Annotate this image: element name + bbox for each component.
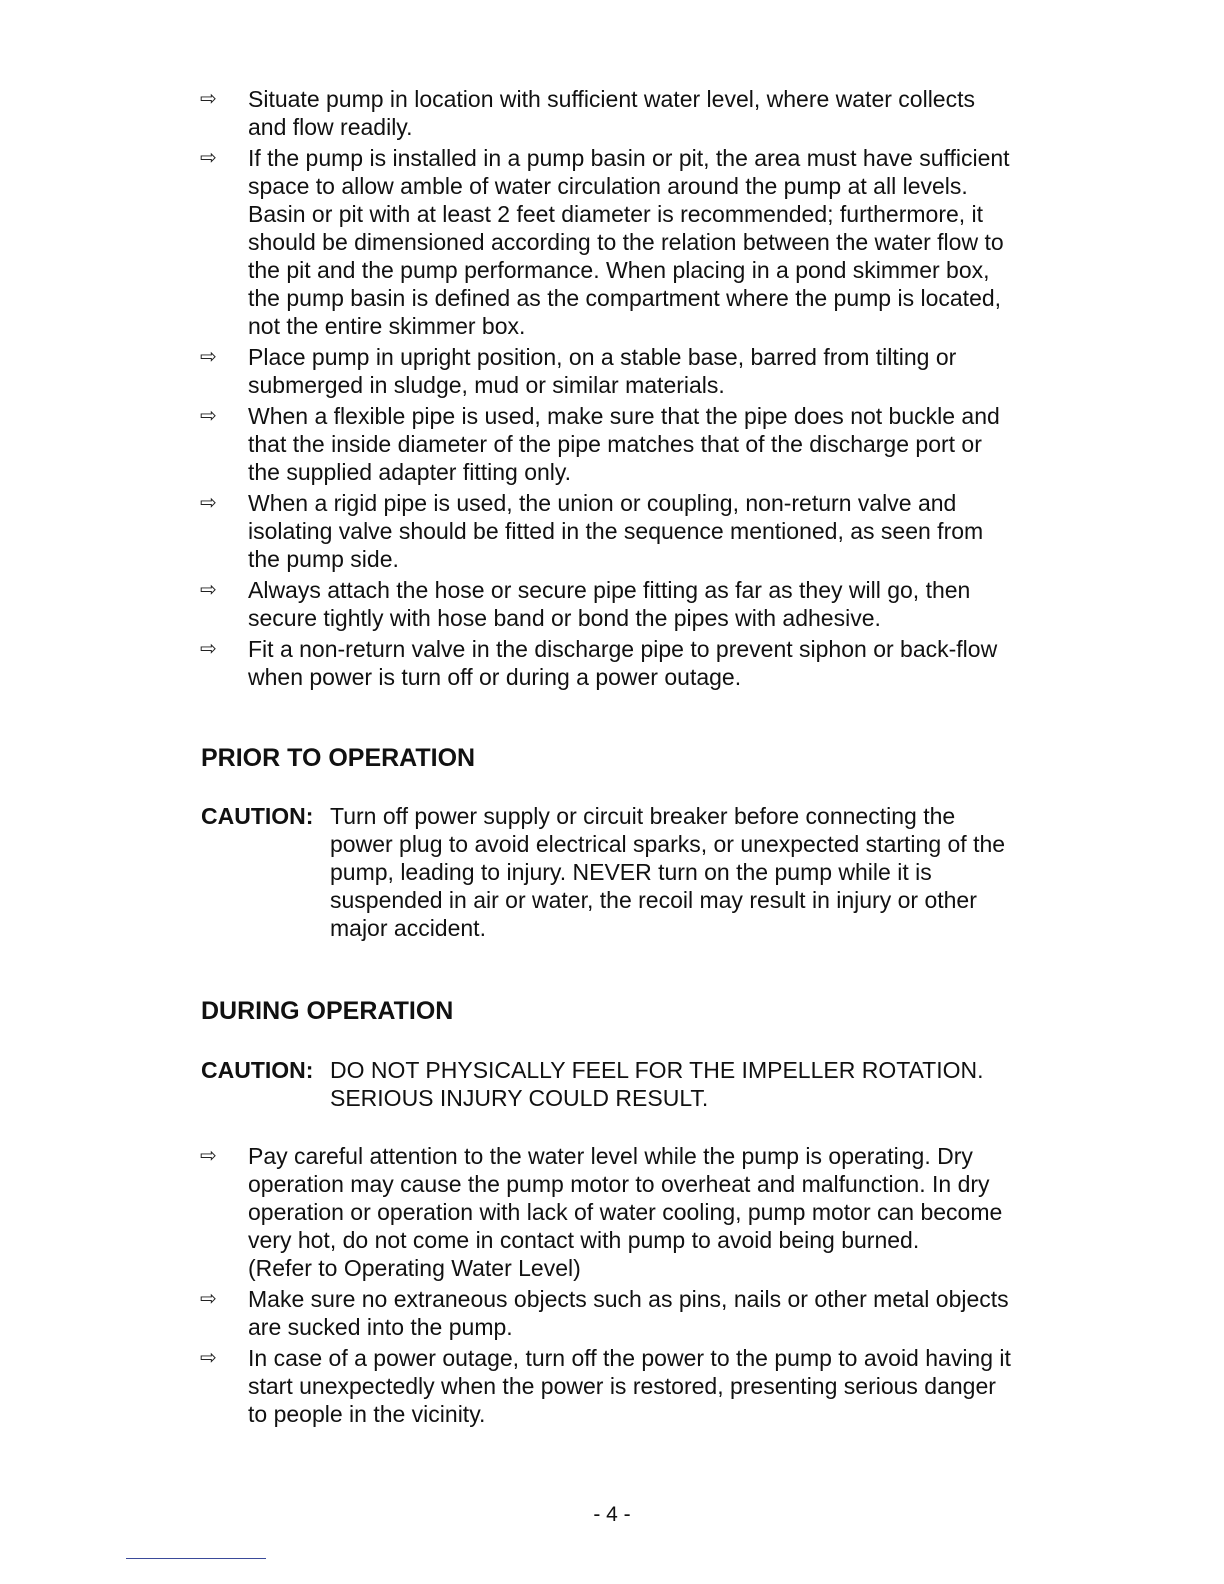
arrow-right-icon: ⇨ — [200, 638, 217, 660]
arrow-right-icon: ⇨ — [200, 1347, 217, 1369]
during-operation-heading: DURING OPERATION — [201, 997, 454, 1025]
list-item — [200, 85, 1040, 141]
list-item — [200, 343, 1040, 399]
arrow-right-icon: ⇨ — [200, 1288, 217, 1310]
list-item — [200, 1344, 1040, 1428]
caution-text: Turn off power supply or circuit breaker before connecting the power plug to avoid electrical sparks, or unexpected starting of the pump, leading to injury. NEVER turn on the pump while it is suspended in air or water, the recoil may result in injury or other major accident. — [330, 803, 1006, 941]
arrow-right-icon: ⇨ — [200, 88, 217, 110]
bullet-text: Always attach the hose or secure pipe fitting as far as they will go, then secure tightly with hose band or bond the pipes with adhesive. — [248, 577, 971, 631]
bullet-text: When a flexible pipe is used, make sure that the pipe does not buckle and that the inside diameter of the pipe matches that of the discharge port or the supplied adapter fitting only. — [248, 403, 1000, 485]
prior-caution-block — [201, 802, 1041, 942]
list-item — [200, 489, 1040, 573]
arrow-right-icon: ⇨ — [200, 492, 217, 514]
list-item — [200, 1285, 1040, 1341]
list-item — [200, 576, 1040, 632]
caution-label: CAUTION: — [201, 1057, 314, 1083]
bullet-text: Place pump in upright position, on a stable base, barred from tilting or submerged in sludge, mud or similar materials. — [248, 344, 957, 398]
arrow-right-icon: ⇨ — [200, 1145, 217, 1167]
during-caution-block — [201, 1056, 1041, 1112]
bullet-text: Situate pump in location with sufficient water level, where water collects and flow readily. — [248, 86, 975, 140]
arrow-right-icon: ⇨ — [200, 579, 217, 601]
list-item — [200, 402, 1040, 486]
arrow-right-icon: ⇨ — [200, 346, 217, 368]
bullet-text: If the pump is installed in a pump basin or pit, the area must have sufficient space to allow amble of water circulation around the pump at all levels. Basin or pit with at least 2 feet diameter is recommended; furthermore, it should be dimensioned according to the relation between the water flow to the pit and the pump performance. When placing in a pond skimmer box, the pump basin is defined as the compartment where the pump is located, not the entire skimmer box. — [248, 145, 1010, 339]
list-item — [200, 1142, 1040, 1282]
arrow-right-icon: ⇨ — [200, 147, 217, 169]
caution-label: CAUTION: — [201, 803, 314, 829]
bullet-text: Pay careful attention to the water level while the pump is operating. Dry operation may cause the pump motor to overheat and malfunction. In dry operation or operation with lack of water cooling, pump motor can become very hot, do not come in contact with pump to avoid being burned. (Refer to Operating Water Level) — [248, 1143, 1003, 1281]
operation-bullet-list — [200, 1142, 1040, 1431]
bullet-text: When a rigid pipe is used, the union or coupling, non-return valve and isolating valve should be fitted in the sequence mentioned, as seen from the pump side. — [248, 490, 984, 572]
list-item — [200, 635, 1040, 691]
bullet-text: Fit a non-return valve in the discharge pipe to prevent siphon or back-flow when power is turn off or during a power outage. — [248, 636, 998, 690]
page-number: - 4 - — [593, 1503, 631, 1526]
bullet-text: In case of a power outage, turn off the power to the pump to avoid having it start unexpectedly when the power is restored, presenting serious danger to people in the vicinity. — [248, 1345, 1011, 1427]
footer-rule — [126, 1558, 266, 1559]
installation-bullet-list — [200, 85, 1040, 694]
bullet-text: Make sure no extraneous objects such as pins, nails or other metal objects are sucked into the pump. — [248, 1286, 1009, 1340]
prior-to-operation-heading: PRIOR TO OPERATION — [201, 744, 476, 772]
arrow-right-icon: ⇨ — [200, 405, 217, 427]
caution-text: DO NOT PHYSICALLY FEEL FOR THE IMPELLER ROTATION. SERIOUS INJURY COULD RESULT. — [330, 1057, 984, 1111]
list-item — [200, 144, 1040, 340]
